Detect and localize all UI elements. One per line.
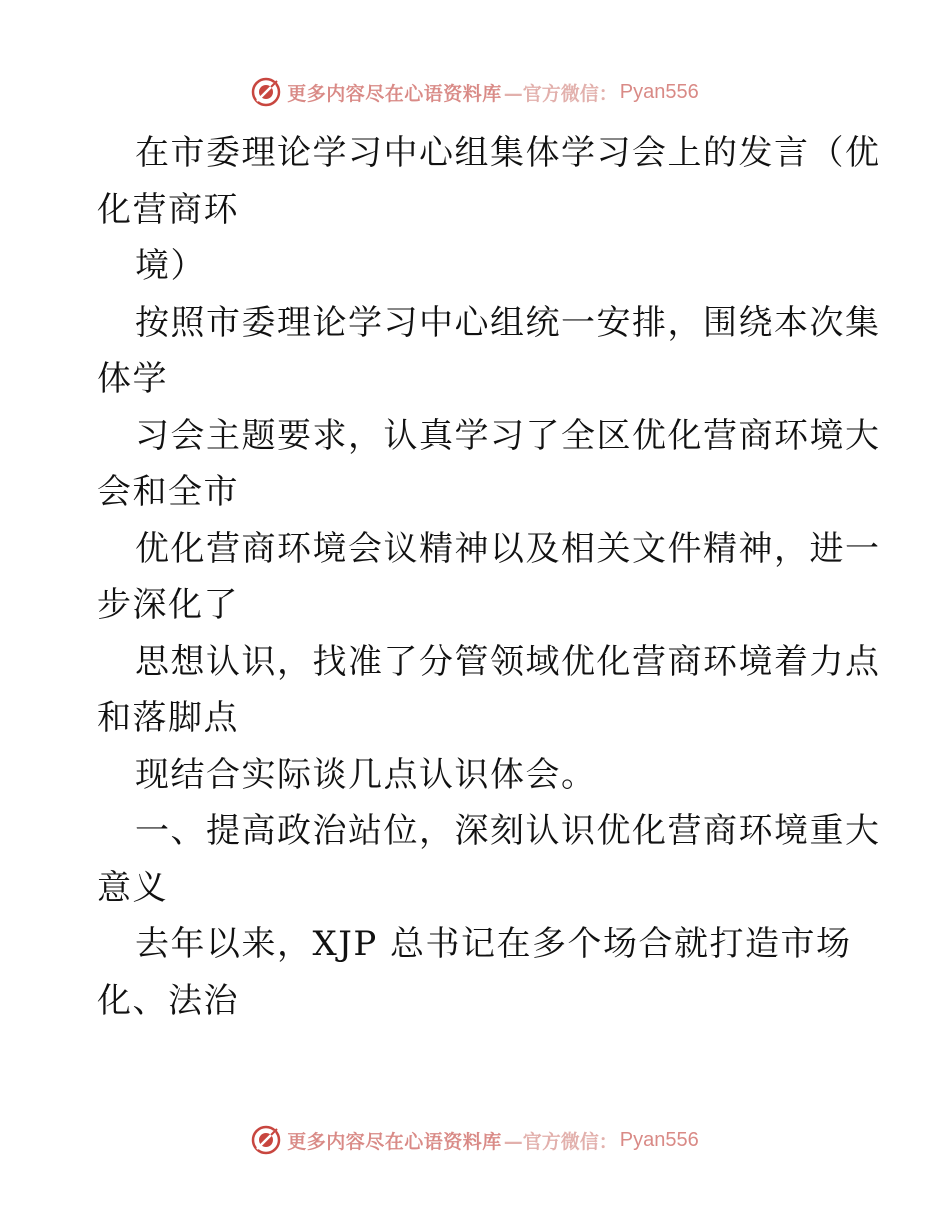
paragraph-line: 习会主题要求，认真学习了全区优化营商环境大 — [135, 415, 881, 456]
watermark-label: —官方微信： — [503, 1130, 618, 1153]
section-heading-line: 意义 — [97, 867, 168, 908]
title-line-3: 境） — [135, 246, 206, 286]
paragraph-line: 优化营商环境会议精神以及相关文件精神，进一 — [135, 528, 881, 569]
pen-logo-icon — [251, 77, 281, 107]
paragraph-line: 和落脚点 — [97, 698, 239, 738]
paragraph-line: 步深化了 — [97, 585, 239, 625]
watermark-text: 更多内容尽在心语资料库 — [287, 82, 502, 105]
paragraph-line: 思想认识，找准了分管领域优化营商环境着力点 — [135, 641, 881, 682]
paragraph-line: 去年以来，XJP 总书记在多个场合就打造市场 — [135, 924, 852, 964]
paragraph-line: 现结合实际谈几点认识体会。 — [135, 754, 597, 795]
header-watermark — [0, 72, 950, 112]
watermark-label: —官方微信： — [503, 82, 618, 105]
section-heading-line: 一、提高政治站位，深刻认识优化营商环境重大 — [135, 811, 881, 851]
footer-watermark — [0, 1120, 950, 1160]
paragraph-line: 体学 — [97, 359, 168, 399]
title-line-1: 在市委理论学习中心组集体学习会上的发言（优 — [135, 133, 881, 173]
title-line-2: 化营商环 — [97, 189, 239, 230]
watermark-text: 更多内容尽在心语资料库 — [287, 1130, 502, 1153]
pen-logo-icon — [251, 1125, 281, 1155]
paragraph-line: 化、法治 — [97, 980, 239, 1021]
document-body — [97, 125, 881, 1029]
watermark-id: Pyan556 — [619, 80, 699, 103]
paragraph-line: 会和全市 — [97, 472, 239, 512]
watermark-id: Pyan556 — [619, 1128, 699, 1151]
paragraph-line: 按照市委理论学习中心组统一安排，围绕本次集 — [135, 302, 881, 343]
